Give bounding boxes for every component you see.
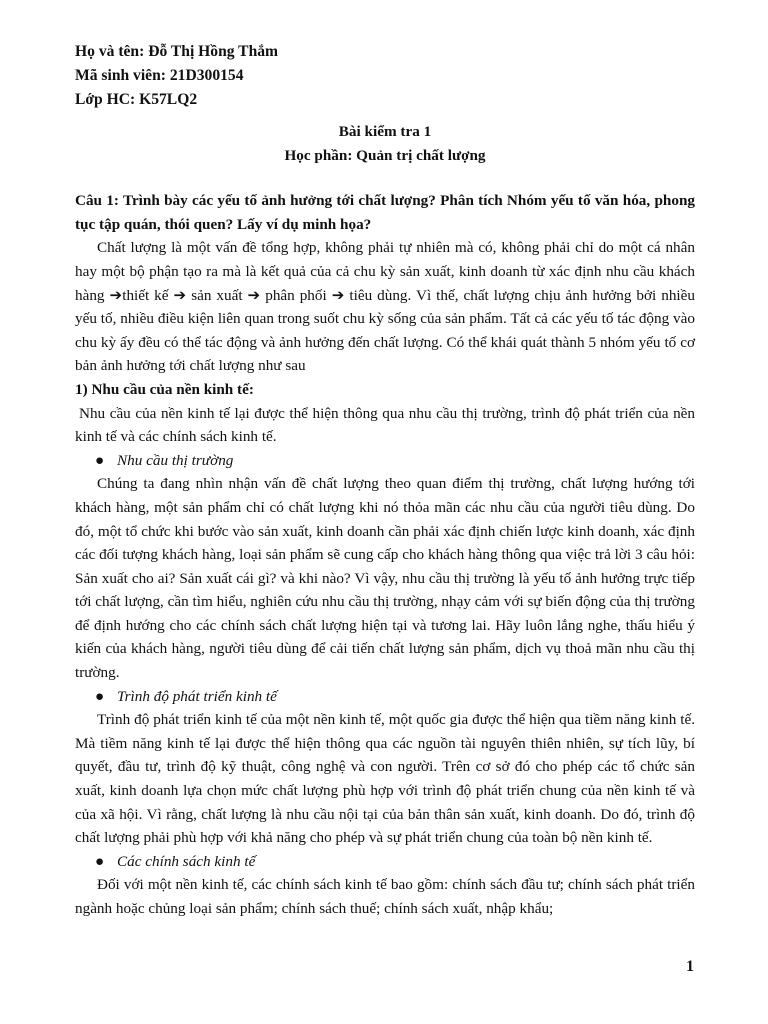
- spacer: [75, 167, 695, 189]
- bullet-icon: ●: [95, 451, 105, 469]
- economic-development-paragraph: Trình độ phát triển kinh tế của một nền kinh tế, một quốc gia được thể hiện qua tiềm năng kinh tế. Mà tiềm năng kinh tế lại được thể hiện thông qua các nguồn tài nguyên thiên nhiên, sự tích lũy, bí quyết, đầu tư, trình độ kỹ thuật, công nghệ và con người. Trên cơ sở đó cho phép các tổ chức sản xuất, kinh doanh lựa chọn mức chất lượng phù hợp với trình độ phát triển chung của nền kinh tế và của xã hội. Vì rằng, chất lượng là nhu cầu nội tại của bản thân sản xuất, kinh doanh. Do đó, trình độ chất lượng phải phù hợp với khả năng cho phép và sự phát triển chung của toàn bộ nền kinh tế.: [75, 711, 695, 847]
- bullet-title: Các chính sách kinh tế: [117, 852, 256, 870]
- section-1-paragraph: Nhu cầu của nền kinh tế lại được thể hiện thông qua nhu cầu thị trường, trình độ phát triển của nền kinh tế và các chính sách kinh tế.: [75, 404, 695, 446]
- bullet-title: Trình độ phát triển kinh tế: [117, 687, 277, 705]
- class-code: Lớp HC: K57LQ2: [75, 91, 198, 108]
- bullet-title: Nhu cầu thị trường: [117, 451, 234, 469]
- section-1-heading: 1) Nhu cầu của nền kinh tế:: [75, 380, 254, 398]
- economic-policies-paragraph: Đối với một nền kinh tế, các chính sách kinh tế bao gồm: chính sách đầu tư; chính sách phát triển ngành hoặc chủng loại sản phẩm; chính sách thuế; chính sách xuất, nhập khẩu;: [75, 876, 695, 917]
- bullet-heading-economic-policies: [75, 850, 695, 874]
- bullet-heading-market-demand: [75, 449, 695, 473]
- market-demand-paragraph: Chúng ta đang nhìn nhận vấn đề chất lượng theo quan điểm thị trường, chất lượng hướng tới khách hàng, một sản phẩm chỉ có chất lượng khi nó thỏa mãn các nhu cầu của người tiêu dùng. Do đó, một tổ chức khi bước vào sản xuất, kinh doanh cần phải xác định chiến lược kinh doanh, xác định các đối tượng khách hàng, loại sản phẩm sẽ cung cấp cho khách hàng thông qua việc trả lời 3 câu hỏi: Sản xuất cho ai? Sản xuất cái gì? và khi nào? Vì vậy, nhu cầu thị trường là yếu tố ảnh hưởng trực tiếp tới chất lượng, cần tìm hiểu, nghiên cứu nhu cầu thị trường, nhạy cảm với sự biến động của thị trường để định hướng cho các chính sách chất lượng hiện tại và tương lai. Hãy luôn lắng nghe, thấu hiểu ý kiến của khách hàng, người tiêu dùng để cải tiến chất lượng sản phẩm, dịch vụ thoả mãn nhu cầu thị trường.: [75, 475, 695, 682]
- student-id: Mã sinh viên: 21D300154: [75, 67, 244, 84]
- bullet-icon: ●: [95, 852, 105, 870]
- spacer: [75, 112, 695, 120]
- course-title: Học phần: Quản trị chất lượng: [284, 146, 486, 164]
- document-body: [75, 40, 695, 921]
- document-title: Bài kiểm tra 1: [338, 123, 432, 140]
- intro-paragraph: Chất lượng là một vấn đề tổng hợp, không phải tự nhiên mà có, không phải chỉ do một cá nhân hay một bộ phận tạo ra mà là kết quả của cả chu kỳ sản xuất, kinh doanh từ xác định nhu cầu khách hàng ➔thiết kế ➔ sản xuất ➔ phân phối ➔ tiêu dùng. Vì thế, chất lượng chịu ảnh hưởng bởi nhiều yếu tố, nhiều điều kiện liên quan trong suốt chu kỳ sống của sản phẩm. Tất cả các yếu tố tác động vào chu kỳ ấy đều có thể tác động và ảnh hưởng đến chất lượng. Có thể khái quát thành 5 nhóm yếu tố cơ bản ảnh hưởng tới chất lượng như sau: [75, 239, 695, 375]
- question-heading: Câu 1: Trình bày các yếu tố ảnh hưởng tới chất lượng? Phân tích Nhóm yếu tố văn hóa, phong tục tập quán, thói quen? Lấy ví dụ minh họa?: [75, 192, 695, 233]
- student-name: Họ và tên: Đỗ Thị Hồng Thắm: [75, 43, 279, 60]
- bullet-heading-economic-development: [75, 685, 695, 709]
- bullet-icon: ●: [95, 687, 105, 705]
- page-number: 1: [686, 958, 694, 975]
